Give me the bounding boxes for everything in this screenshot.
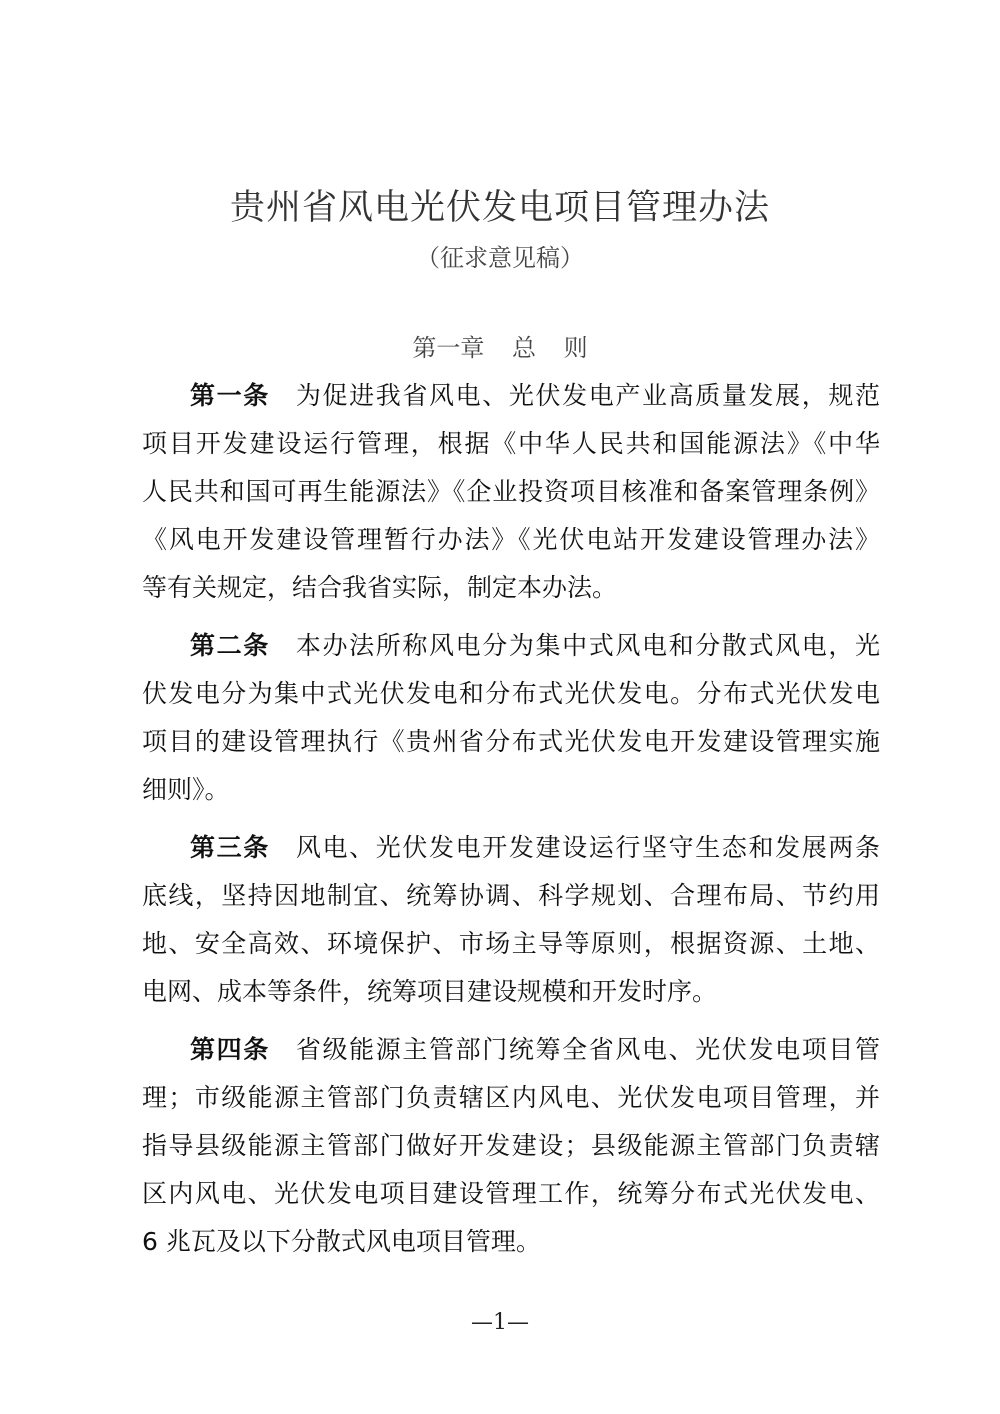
article-line: 区内风电、光伏发电项目建设管理工作，统筹分布式光伏发电、 bbox=[142, 1179, 880, 1208]
article-line: 《风电开发建设管理暂行办法》《光伏电站开发建设管理办法》 bbox=[142, 525, 880, 554]
article-line: 等有关规定，结合我省实际，制定本办法。 bbox=[142, 573, 618, 602]
article-line: 项目的建设管理执行《贵州省分布式光伏发电开发建设管理实施 bbox=[142, 727, 880, 756]
chapter-name-1: 总 bbox=[512, 334, 536, 362]
chapter-heading bbox=[0, 328, 1000, 363]
article-2 bbox=[142, 622, 880, 814]
article-text: 为促进我省风电、光伏发电产业高质量发展，规范 bbox=[295, 381, 880, 410]
article-line: 人民共和国可再生能源法》《企业投资项目核准和备案管理条例》 bbox=[142, 477, 880, 506]
article-line bbox=[142, 1026, 880, 1074]
article-3 bbox=[142, 824, 880, 1016]
chapter-number: 第一章 bbox=[412, 334, 485, 362]
page-number: —1— bbox=[471, 1310, 529, 1335]
article-line: 细则》。 bbox=[142, 775, 230, 804]
article-label: 第一条 bbox=[190, 381, 270, 410]
article-text: 省级能源主管部门统筹全省风电、光伏发电项目管 bbox=[295, 1035, 880, 1064]
article-line: 理；市级能源主管部门负责辖区内风电、光伏发电项目管理，并 bbox=[142, 1083, 880, 1112]
article-line: 底线，坚持因地制宜、统筹协调、科学规划、合理布局、节约用 bbox=[142, 881, 880, 910]
article-line bbox=[142, 622, 880, 670]
article-line: 项目开发建设运行管理，根据《中华人民共和国能源法》《中华 bbox=[142, 429, 880, 458]
article-text: 本办法所称风电分为集中式风电和分散式风电，光 bbox=[295, 631, 880, 660]
chapter-name-2: 则 bbox=[563, 334, 588, 362]
document-title: 贵州省风电光伏发电项目管理办法 bbox=[229, 188, 770, 228]
article-line: 电网、成本等条件，统筹项目建设规模和开发时序。 bbox=[142, 977, 718, 1006]
article-line: 伏发电分为集中式光伏发电和分布式光伏发电。分布式光伏发电 bbox=[142, 679, 880, 708]
article-line bbox=[142, 372, 880, 420]
article-1 bbox=[142, 372, 880, 612]
article-line bbox=[142, 824, 880, 872]
document-subtitle: （征求意见稿） bbox=[416, 244, 584, 272]
article-label: 第四条 bbox=[190, 1035, 270, 1064]
document-body bbox=[142, 372, 880, 1276]
article-label: 第三条 bbox=[190, 833, 270, 862]
article-line: 地、安全高效、环境保护、市场主导等原则，根据资源、土地、 bbox=[142, 929, 880, 958]
article-4 bbox=[142, 1026, 880, 1266]
article-line: 6 兆瓦及以下分散式风电项目管理。 bbox=[142, 1227, 541, 1256]
article-label: 第二条 bbox=[190, 631, 270, 660]
article-text: 风电、光伏发电开发建设运行坚守生态和发展两条 bbox=[295, 833, 880, 862]
article-line: 指导县级能源主管部门做好开发建设；县级能源主管部门负责辖 bbox=[142, 1131, 880, 1160]
